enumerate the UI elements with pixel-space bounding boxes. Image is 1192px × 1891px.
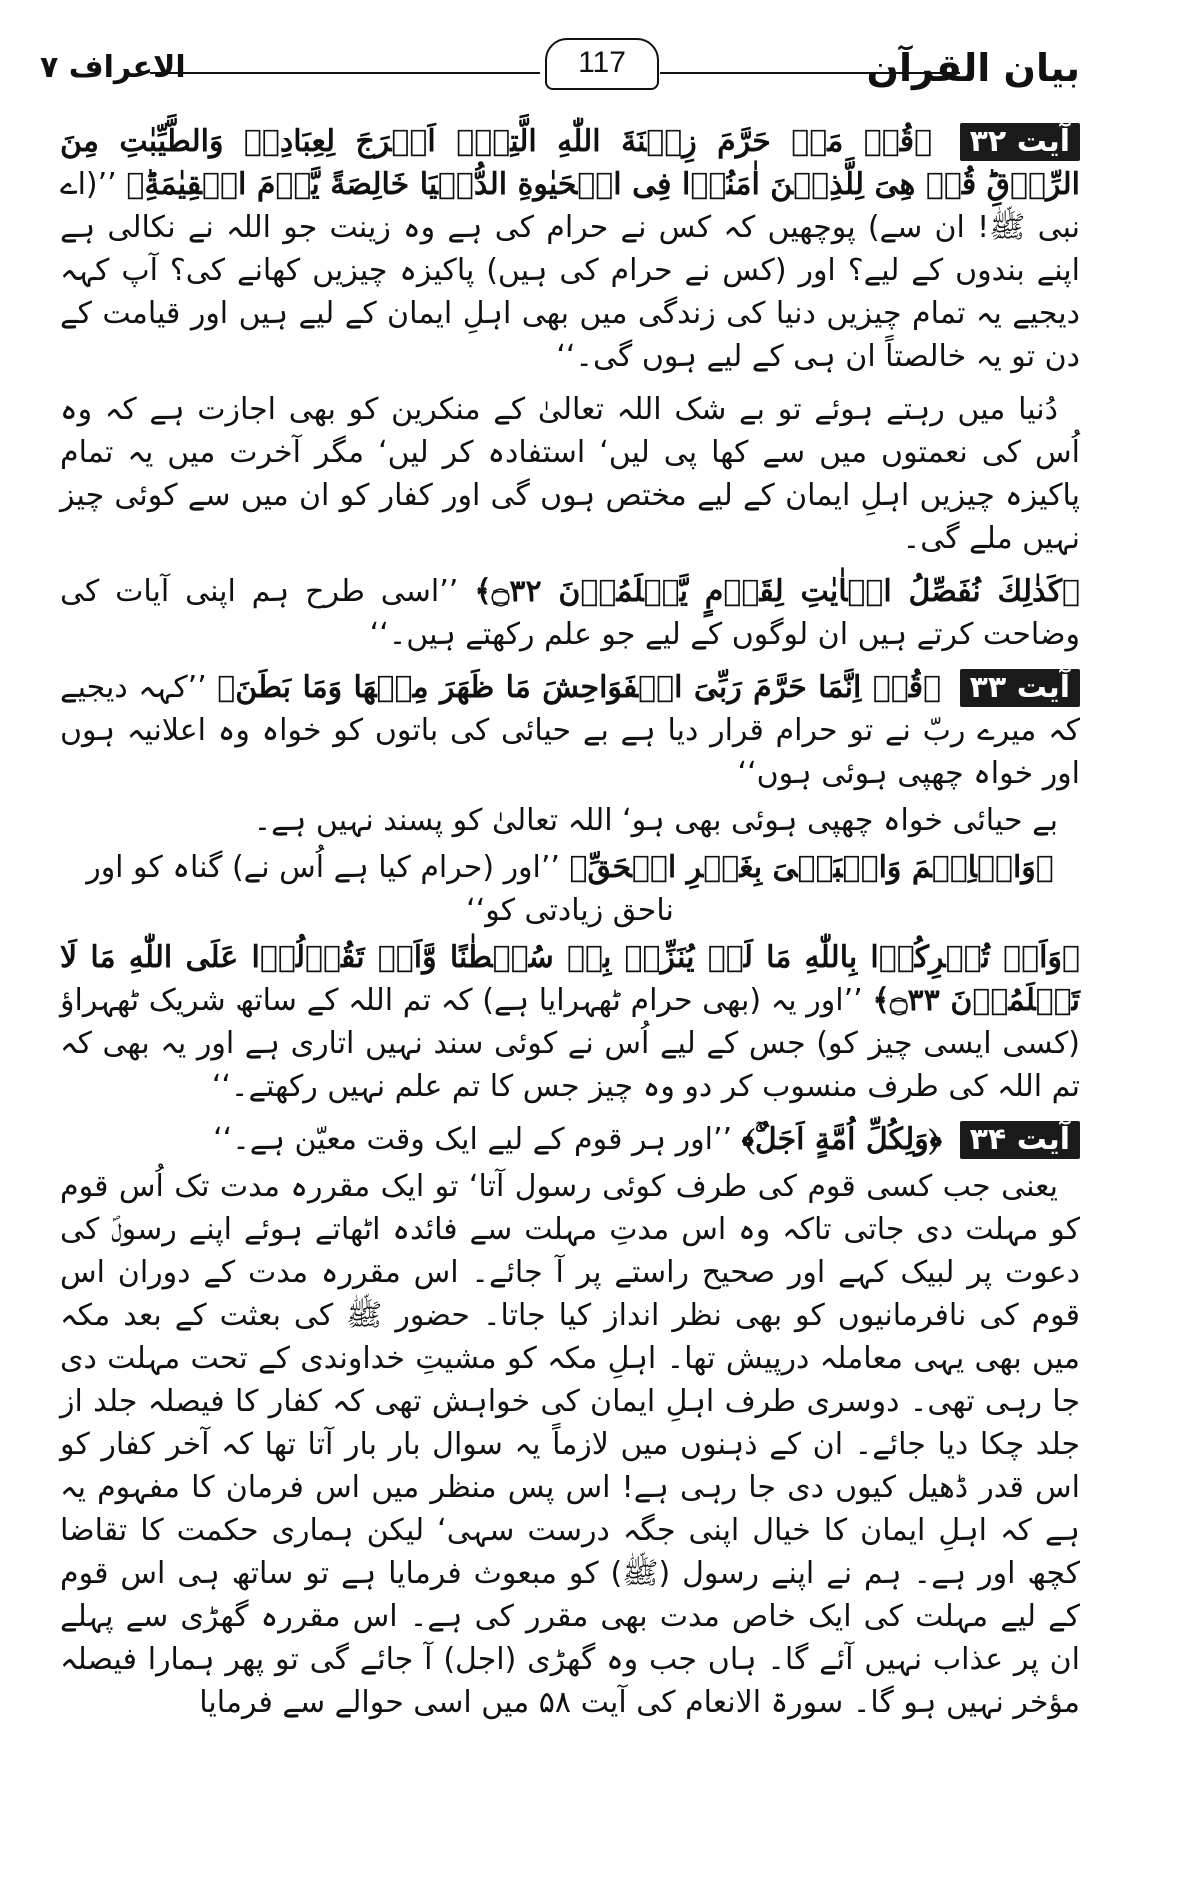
translation-text: ’’اور (حرام کیا ہے اُس نے) گناہ کو اور ناحق زیادتی کو‘‘	[86, 850, 674, 928]
ayah-block	[60, 666, 1080, 795]
translation-text: ’’(اے نبی ﷺ! ان سے) پوچھیں کہ کس نے حرام کی ہے وہ زینت جو اللہ نے نکالی ہے اپنے بندوں کے لیے؟ اور (کس نے حرام کی ہیں) پاکیزہ چیزیں کھانے کی؟ آپ کہہ دیجیے یہ تمام چیزیں دنیا کی زندگی میں بھی اہلِ ایمان کے لیے ہیں اور قیامت کے دن تو یہ خالصتاً ان ہی کے لیے ہوں گی۔‘‘	[60, 167, 1080, 374]
ayah-label: آیت ۳۴	[960, 1121, 1080, 1159]
arabic-verse: ﴿وَلِكُلِّ اُمَّةٍ اَجَلٌ‌ۚ﴾	[741, 1122, 943, 1157]
ayah-label: آیت ۳۳	[960, 669, 1080, 707]
commentary-paragraph: بے حیائی خواہ چھپی ہوئی بھی ہو‘ اللہ تعالیٰ کو پسند نہیں ہے۔	[253, 803, 1058, 838]
ayah-block	[60, 936, 1080, 1108]
ayah-block	[60, 120, 1080, 378]
commentary-paragraph: دُنیا میں رہتے ہوئے تو بے شک اللہ تعالیٰ کے منکرین کو بھی اجازت ہے کہ وہ اُس کی نعمتوں میں سے کھا پی لیں‘ استفادہ کر لیں‘ مگر آخرت میں یہ تمام پاکیزہ چیزیں اہلِ ایمان کے لیے مختص ہوں گی اور کفار کو ان میں سے کوئی چیز نہیں ملے گی۔	[60, 392, 1080, 556]
arabic-verse: ﴿قُلۡ مَنۡ حَرَّمَ زِيۡنَةَ اللّٰهِ الَّتِىۡۤ اَخۡرَجَ لِعِبَادِهٖ وَالطَّيِّبٰتِ مِنَ الرِّزۡقِ‌ؕ قُلۡ هِىَ لِلَّذِيۡنَ اٰمَنُوۡا فِى الۡحَيٰوةِ الدُّنۡيَا خَالِصَةً يَّوۡمَ الۡقِيٰمَةِ‌ؕ﴾	[60, 124, 1080, 202]
page-body	[60, 120, 1080, 1728]
translation-text: ’’اسی طرح ہم اپنی آیات کی وضاحت کرتے ہیں ان لوگوں کے لیے جو علم رکھتے ہیں۔‘‘	[60, 574, 1080, 652]
ayah-block	[60, 1118, 1080, 1161]
ayah-block	[60, 846, 1080, 932]
surah-name: الاعراف ۷	[40, 50, 186, 85]
ayah-label: آیت ۳۲	[960, 123, 1080, 161]
header-rule-left	[150, 72, 540, 74]
translation-text: ’’اور ہر قوم کے لیے ایک وقت معیّن ہے۔‘‘	[213, 1122, 733, 1157]
arabic-verse: ﴿وَاَنۡ تُشۡرِكُوۡا بِاللّٰهِ مَا لَمۡ يُنَزِّلۡ بِهٖ سُلۡطٰنًا وَّاَنۡ تَقُوۡلُوۡا عَلَى اللّٰهِ مَا لَا تَعۡلَمُوۡنَ ۝۳۳﴾	[60, 940, 1080, 1018]
translation-text: ’’اور یہ (بھی حرام ٹھہرایا ہے) کہ تم اللہ کے ساتھ شریک ٹھہراؤ (کسی ایسی چیز کو) جس کے لیے اُس نے کوئی سند نہیں اتاری ہے اور یہ بھی کہ تم اللہ کی طرف منسوب کر دو وہ چیز جس کا تم علم نہیں رکھتے۔‘‘	[60, 983, 1080, 1104]
arabic-verse: ﴿كَذٰلِكَ نُفَصِّلُ الۡاٰيٰتِ لِقَوۡمٍ يَّعۡلَمُوۡنَ ۝۳۲﴾	[474, 574, 1081, 609]
page-header	[40, 46, 1080, 122]
arabic-verse: ﴿وَالۡاِثۡمَ وَالۡبَغۡىَ بِغَيۡرِ الۡحَقِّ﴾	[569, 850, 1054, 885]
ayah-block	[60, 570, 1080, 656]
translation-text: ’’کہہ دیجیے کہ میرے ربّ نے تو حرام قرار دیا ہے بے حیائی کی باتوں کو خواہ وہ اعلانیہ ہوں اور خواہ چھپی ہوئی ہوں‘‘	[60, 670, 1080, 791]
book-title: بیان القرآن	[866, 46, 1080, 90]
page-number: 117	[545, 38, 659, 90]
commentary-paragraph: یعنی جب کسی قوم کی طرف کوئی رسول آتا‘ تو ایک مقررہ مدت تک اُس قوم کو مہلت دی جاتی تاکہ وہ اس مدتِ مہلت سے فائدہ اٹھاتے ہوئے اپنے رسولؐ کی دعوت پر لبیک کہے اور صحیح راستے پر آ جائے۔ اس مقررہ مدت کے دوران اس قوم کی نافرمانیوں کو بھی نظر انداز کیا جاتا۔ حضور ﷺ کی بعثت کے بعد مکہ میں بھی یہی معاملہ درپیش تھا۔ اہلِ مکہ کو مشیتِ خداوندی کے تحت مہلت دی جا رہی تھی۔ دوسری طرف اہلِ ایمان کی خواہش تھی کہ کفار کا فیصلہ جلد از جلد چکا دیا جائے۔ ان کے ذہنوں میں لازماً یہ سوال بار بار آتا تھا کہ آخر کفار کو اس قدر ڈھیل کیوں دی جا رہی ہے! اس پس منظر میں اس فرمان کا مفہوم یہ ہے کہ اہلِ ایمان کا خیال اپنی جگہ درست سہی‘ لیکن ہماری حکمت کا تقاضا کچھ اور ہے۔ ہم نے اپنے رسول (ﷺ) کو مبعوث فرمایا ہے تو ساتھ ہی اس قوم کے لیے مہلت کی ایک خاص مدت بھی مقرر کی ہے۔ اس مقررہ گھڑی سے پہلے ان پر عذاب نہیں آئے گا۔ ہاں جب وہ گھڑی (اجل) آ جائے گی تو پھر ہمارا فیصلہ مؤخر نہیں ہو گا۔ سورۃ الانعام کی آیت ۵۸ میں اسی حوالے سے فرمایا	[60, 1169, 1080, 1720]
arabic-verse: ﴿قُلۡ اِنَّمَا حَرَّمَ رَبِّىَ الۡفَوَاحِشَ مَا ظَهَرَ مِنۡهَا وَمَا بَطَنَ﴾	[217, 670, 942, 705]
